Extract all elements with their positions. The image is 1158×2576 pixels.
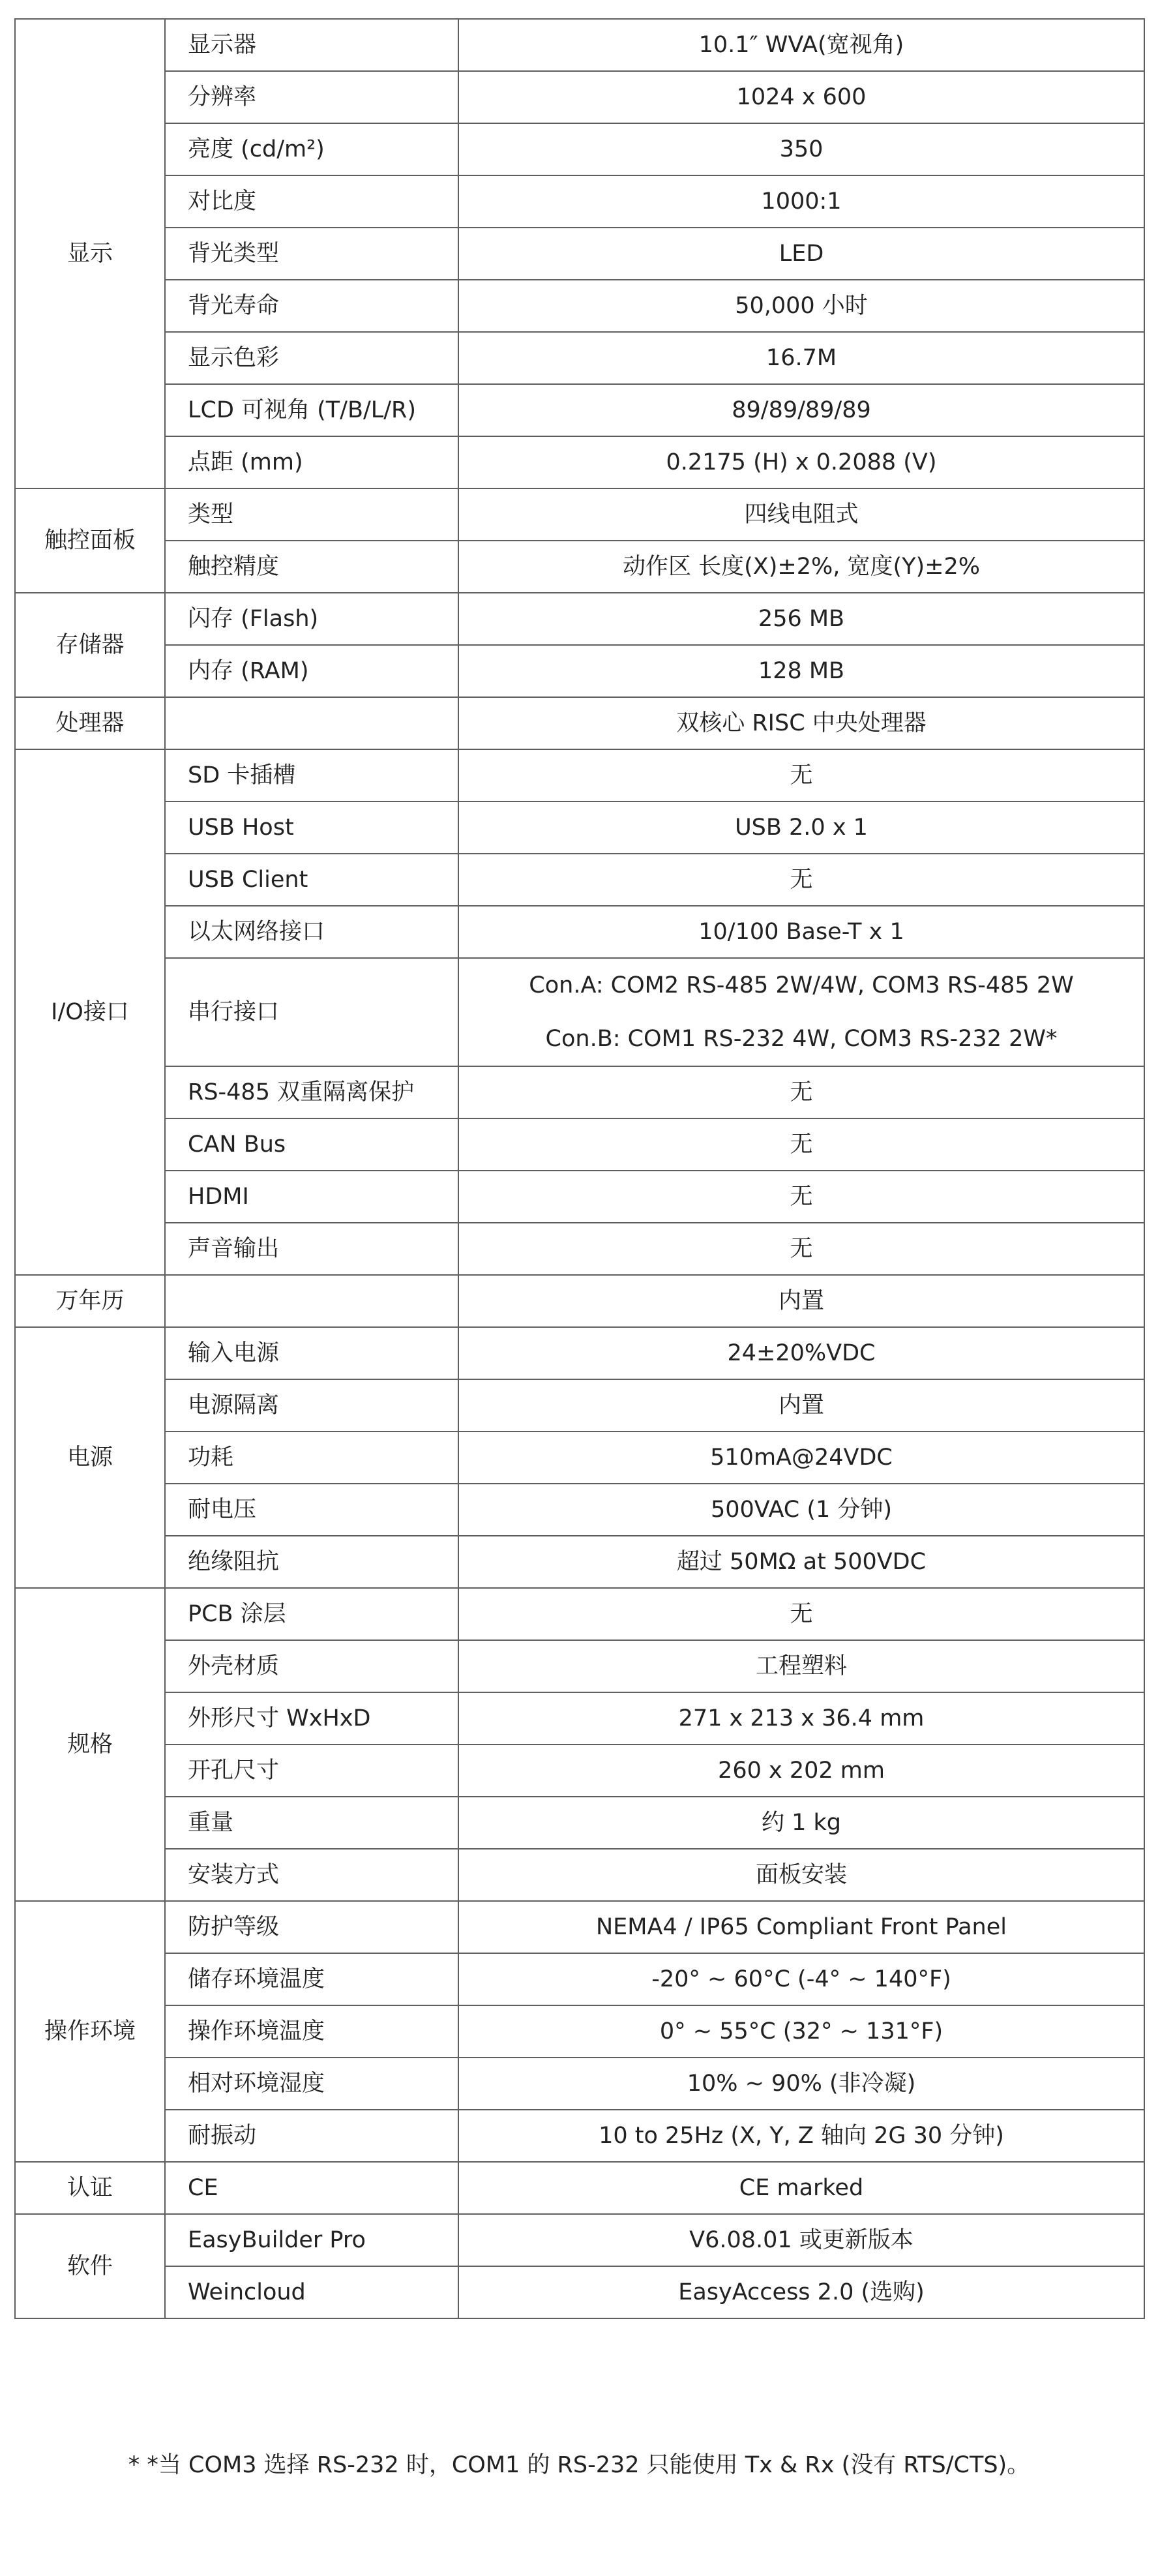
- spec-row: [15, 1484, 1144, 1536]
- value-cell: 350: [458, 123, 1144, 175]
- value-cell: 面板安装: [458, 1849, 1144, 1901]
- spec-row: [15, 1327, 1144, 1379]
- item-cell: CAN Bus: [165, 1118, 458, 1171]
- spec-row: [15, 854, 1144, 906]
- spec-row: [15, 384, 1144, 436]
- value-cell: 10 to 25Hz (X, Y, Z 轴向 2G 30 分钟): [458, 2110, 1144, 2162]
- value-cell: 双核心 RISC 中央处理器: [458, 697, 1144, 749]
- value-cell: 89/89/89/89: [458, 384, 1144, 436]
- item-cell: RS-485 双重隔离保护: [165, 1066, 458, 1118]
- item-cell: HDMI: [165, 1171, 458, 1223]
- item-cell: 触控精度: [165, 541, 458, 593]
- item-cell: 相对环境湿度: [165, 2058, 458, 2110]
- item-cell: [165, 697, 458, 749]
- spec-row: [15, 2005, 1144, 2058]
- item-cell: 重量: [165, 1797, 458, 1849]
- value-cell: 24±20%VDC: [458, 1327, 1144, 1379]
- value-cell: -20° ~ 60°C (-4° ~ 140°F): [458, 1953, 1144, 2005]
- spec-row: [15, 175, 1144, 228]
- value-cell: 四线电阻式: [458, 488, 1144, 541]
- item-cell: PCB 涂层: [165, 1588, 458, 1640]
- spec-row: [15, 2214, 1144, 2266]
- value-cell: 约 1 kg: [458, 1797, 1144, 1849]
- spec-row: [15, 1901, 1144, 1953]
- value-line: Con.B: COM1 RS-232 4W, COM3 RS-232 2W*: [545, 1026, 1058, 1052]
- item-cell: 功耗: [165, 1431, 458, 1484]
- value-cell: 无: [458, 1171, 1144, 1223]
- spec-row: [15, 1640, 1144, 1692]
- value-cell: 无: [458, 1066, 1144, 1118]
- value-cell: 50,000 小时: [458, 280, 1144, 332]
- category-cell: 规格: [15, 1588, 165, 1901]
- value-cell: 内置: [458, 1275, 1144, 1327]
- spec-row: [15, 71, 1144, 123]
- item-cell: 电源隔离: [165, 1379, 458, 1431]
- item-cell: 声音输出: [165, 1223, 458, 1275]
- item-cell: 背光类型: [165, 228, 458, 280]
- value-cell: 无: [458, 854, 1144, 906]
- spec-row: [15, 645, 1144, 697]
- value-cell: 动作区 长度(X)±2%, 宽度(Y)±2%: [458, 541, 1144, 593]
- value-cell: 10% ~ 90% (非冷凝): [458, 2058, 1144, 2110]
- spec-row: [15, 1536, 1144, 1588]
- spec-row: [15, 1275, 1144, 1327]
- item-cell: 储存环境温度: [165, 1953, 458, 2005]
- category-cell: 电源: [15, 1327, 165, 1588]
- spec-table-body: [15, 19, 1144, 2318]
- spec-row: [15, 801, 1144, 854]
- value-cell: 无: [458, 1118, 1144, 1171]
- category-cell: 万年历: [15, 1275, 165, 1327]
- spec-row: [15, 1588, 1144, 1640]
- value-cell: 510mA@24VDC: [458, 1431, 1144, 1484]
- spec-row: [15, 697, 1144, 749]
- value-cell: NEMA4 / IP65 Compliant Front Panel: [458, 1901, 1144, 1953]
- spec-row: [15, 1797, 1144, 1849]
- category-cell: 操作环境: [15, 1901, 165, 2162]
- item-cell: 绝缘阻抗: [165, 1536, 458, 1588]
- spec-row: [15, 1379, 1144, 1431]
- footnote: * *当 COM3 选择 RS-232 时，COM1 的 RS-232 只能使用 Tx & Rx (没有 RTS/CTS)。: [128, 2452, 1030, 2478]
- value-cell: 无: [458, 749, 1144, 801]
- spec-row: [15, 1066, 1144, 1118]
- item-cell: 耐电压: [165, 1484, 458, 1536]
- category-cell: 软件: [15, 2214, 165, 2318]
- spec-row: [15, 1849, 1144, 1901]
- category-cell: 触控面板: [15, 488, 165, 593]
- spec-row: [15, 1223, 1144, 1275]
- spec-row: [15, 332, 1144, 384]
- value-cell: [458, 958, 1144, 1066]
- item-cell: 显示色彩: [165, 332, 458, 384]
- value-cell: 1000:1: [458, 175, 1144, 228]
- item-cell: LCD 可视角 (T/B/L/R): [165, 384, 458, 436]
- category-cell: 显示: [15, 19, 165, 488]
- category-cell: I/O接口: [15, 749, 165, 1275]
- item-cell: CE: [165, 2162, 458, 2214]
- spec-row: [15, 1431, 1144, 1484]
- item-cell: 点距 (mm): [165, 436, 458, 488]
- spec-row: [15, 2058, 1144, 2110]
- value-cell: 无: [458, 1223, 1144, 1275]
- value-cell: 10.1″ WVA(宽视角): [458, 19, 1144, 71]
- value-cell: 128 MB: [458, 645, 1144, 697]
- item-cell: 内存 (RAM): [165, 645, 458, 697]
- spec-row: [15, 2110, 1144, 2162]
- value-cell: 1024 x 600: [458, 71, 1144, 123]
- spec-row: [15, 1745, 1144, 1797]
- spec-row: [15, 2162, 1144, 2214]
- value-cell: USB 2.0 x 1: [458, 801, 1144, 854]
- spec-row: [15, 958, 1144, 1066]
- value-cell: 260 x 202 mm: [458, 1745, 1144, 1797]
- item-cell: 对比度: [165, 175, 458, 228]
- spec-row: [15, 280, 1144, 332]
- value-cell: 500VAC (1 分钟): [458, 1484, 1144, 1536]
- item-cell: Weincloud: [165, 2266, 458, 2318]
- category-cell: 存储器: [15, 593, 165, 697]
- item-cell: 外形尺寸 WxHxD: [165, 1692, 458, 1745]
- item-cell: 分辨率: [165, 71, 458, 123]
- item-cell: 串行接口: [165, 958, 458, 1066]
- item-cell: SD 卡插槽: [165, 749, 458, 801]
- spec-row: [15, 123, 1144, 175]
- value-cell: EasyAccess 2.0 (选购): [458, 2266, 1144, 2318]
- item-cell: 闪存 (Flash): [165, 593, 458, 645]
- spec-row: [15, 593, 1144, 645]
- spec-row: [15, 228, 1144, 280]
- spec-row: [15, 1118, 1144, 1171]
- spec-row: [15, 2266, 1144, 2318]
- spec-row: [15, 488, 1144, 541]
- value-cell: 271 x 213 x 36.4 mm: [458, 1692, 1144, 1745]
- value-cell: 10/100 Base-T x 1: [458, 906, 1144, 958]
- category-cell: 认证: [15, 2162, 165, 2214]
- value-line: Con.A: COM2 RS-485 2W/4W, COM3 RS-485 2W: [529, 972, 1074, 998]
- spec-row: [15, 906, 1144, 958]
- item-cell: 防护等级: [165, 1901, 458, 1953]
- item-cell: 以太网络接口: [165, 906, 458, 958]
- value-cell: 无: [458, 1588, 1144, 1640]
- item-cell: 亮度 (cd/m²): [165, 123, 458, 175]
- item-cell: [165, 1275, 458, 1327]
- item-cell: 输入电源: [165, 1327, 458, 1379]
- category-cell: 处理器: [15, 697, 165, 749]
- item-cell: 背光寿命: [165, 280, 458, 332]
- spec-row: [15, 541, 1144, 593]
- spec-row: [15, 1953, 1144, 2005]
- item-cell: 类型: [165, 488, 458, 541]
- item-cell: 显示器: [165, 19, 458, 71]
- value-cell: 256 MB: [458, 593, 1144, 645]
- value-cell: 内置: [458, 1379, 1144, 1431]
- spec-row: [15, 436, 1144, 488]
- value-cell: 0° ~ 55°C (32° ~ 131°F): [458, 2005, 1144, 2058]
- value-cell: LED: [458, 228, 1144, 280]
- item-cell: 外壳材质: [165, 1640, 458, 1692]
- spec-row: [15, 1692, 1144, 1745]
- item-cell: USB Host: [165, 801, 458, 854]
- spec-table: [14, 18, 1145, 2319]
- value-cell: V6.08.01 或更新版本: [458, 2214, 1144, 2266]
- spec-row: [15, 1171, 1144, 1223]
- item-cell: 耐振动: [165, 2110, 458, 2162]
- item-cell: EasyBuilder Pro: [165, 2214, 458, 2266]
- value-cell: 超过 50MΩ at 500VDC: [458, 1536, 1144, 1588]
- item-cell: 开孔尺寸: [165, 1745, 458, 1797]
- spec-row: [15, 749, 1144, 801]
- value-cell: 0.2175 (H) x 0.2088 (V): [458, 436, 1144, 488]
- value-cell: 工程塑料: [458, 1640, 1144, 1692]
- item-cell: 安装方式: [165, 1849, 458, 1901]
- item-cell: USB Client: [165, 854, 458, 906]
- value-cell: 16.7M: [458, 332, 1144, 384]
- item-cell: 操作环境温度: [165, 2005, 458, 2058]
- value-cell: CE marked: [458, 2162, 1144, 2214]
- spec-row: [15, 19, 1144, 71]
